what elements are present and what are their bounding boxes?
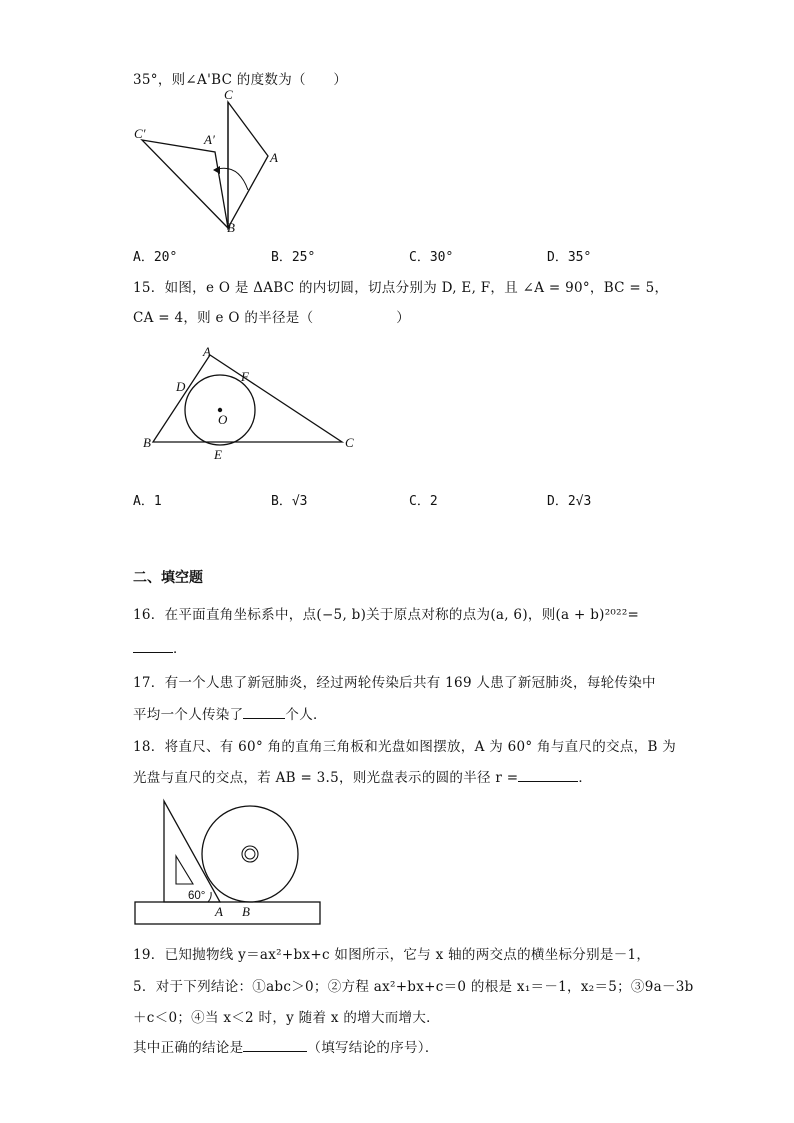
disc-hole-outer [242, 846, 258, 862]
q16-answer-blank[interactable] [133, 638, 173, 653]
q18-answer-blank[interactable] [518, 767, 578, 782]
q14-stem: 35°，则∠A'BC 的度数为（ ） [133, 72, 348, 88]
q19-line-4 [133, 1036, 439, 1056]
label-c-prime: C′ [134, 126, 146, 141]
q19-answer-blank[interactable] [243, 1037, 307, 1052]
q14-option-a: A．20° [133, 250, 178, 265]
q18-line-2-suffix: ． [578, 770, 593, 786]
section-title: 二、填空题 [133, 570, 203, 586]
q15-option-d: D．2√3 [547, 494, 592, 509]
label-c: C [224, 87, 233, 102]
angle-arc [208, 892, 211, 902]
q15-option-a: A．1 [133, 494, 162, 509]
q14-option-b: B．25° [271, 250, 316, 265]
label-a: A [270, 150, 278, 165]
triangle-abc [228, 102, 268, 228]
q16-line-1: 16．在平面直角坐标系中，点(−5, b)关于原点对称的点为(a, 6)，则(a + b)²⁰²²= [133, 607, 640, 623]
arrow-head-icon [213, 166, 220, 174]
q19-line-4-suffix: （填写结论的序号）． [307, 1040, 439, 1056]
ruler [135, 902, 320, 924]
label-b: B [227, 220, 235, 235]
angle-label: 60° [188, 890, 206, 902]
q14-option-d: D．35° [547, 250, 592, 265]
disc-hole-inner [245, 849, 255, 859]
q14-figure [120, 86, 300, 238]
triangle-a-prime-b-c-prime [142, 140, 228, 228]
disc [202, 806, 298, 902]
q18-line-2 [133, 766, 592, 786]
q18-line-1: 18．将直尺、有 60° 角的直角三角板和光盘如图摆放，A 为 60° 角与直尺的交点，B 为 [133, 739, 677, 755]
q17-answer-blank[interactable] [243, 704, 285, 719]
q15-option-b: B．√3 [271, 494, 308, 509]
q18-figure [130, 796, 325, 928]
q19-line-2: 5．对于下列结论：①abc＞0；②方程 ax²+bx+c＝0 的根是 x₁＝－1，x₂＝5；③9a－3b [133, 979, 694, 995]
q15-line-2: CA = 4，则 e O 的半径是（ ） [133, 310, 410, 326]
label-a: A [215, 904, 223, 919]
q18-line-2-prefix: 光盘与直尺的交点，若 AB = 3.5，则光盘表示的圆的半径 r = [133, 770, 519, 786]
q17-line-2 [133, 703, 327, 723]
q16-answer-row [133, 637, 187, 657]
q15-option-c: C．2 [409, 494, 438, 509]
label-d: D [176, 379, 186, 394]
q19-line-4-prefix: 其中正确的结论是 [133, 1040, 244, 1056]
label-c: C [345, 435, 354, 450]
q17-line-2-prefix: 平均一个人传染了 [133, 707, 244, 723]
label-b: B [143, 435, 151, 450]
q19-line-1: 19．已知抛物线 y＝ax²+bx+c 如图所示，它与 x 轴的两交点的横坐标分别是－1， [133, 947, 651, 963]
label-a: A [203, 344, 211, 359]
q17-line-2-suffix: 个人． [285, 707, 327, 723]
label-b: B [242, 904, 250, 919]
q14-option-c: C．30° [409, 250, 454, 265]
set-square-inner-hole [176, 856, 193, 884]
q17-line-1: 17．有一个人患了新冠肺炎，经过两轮传染后共有 169 人患了新冠肺炎，每轮传染中 [133, 675, 656, 691]
label-f: F [241, 369, 249, 384]
q16-line-2: ． [173, 641, 187, 657]
q15-line-1: 15．如图，e O 是 ΔABC 的内切圆，切点分别为 D, E, F，且 ∠A = 90°，BC = 5， [133, 280, 669, 296]
q19-line-3: ＋c＜0；④当 x＜2 时，y 随着 x 的增大而增大． [133, 1010, 440, 1026]
label-a-prime: A′ [204, 132, 215, 147]
set-square [164, 801, 220, 902]
label-e: E [214, 447, 222, 462]
label-o: O [218, 412, 228, 427]
q15-figure [140, 340, 365, 465]
